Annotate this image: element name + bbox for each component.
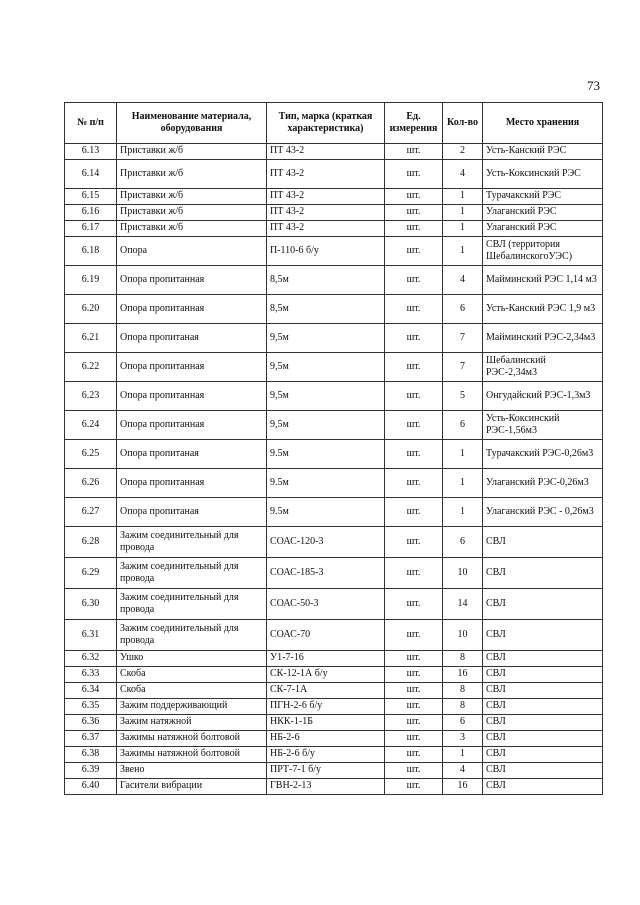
cell-type: СОАС-185-3: [267, 558, 385, 589]
cell-name: Гасители вибрации: [117, 779, 267, 795]
cell-number: 6.35: [65, 699, 117, 715]
cell-number: 6.38: [65, 747, 117, 763]
cell-name: Опора пропитанная: [117, 353, 267, 382]
cell-quantity: 1: [443, 189, 483, 205]
cell-number: 6.27: [65, 498, 117, 527]
table-row: [65, 527, 603, 558]
cell-number: 6.33: [65, 667, 117, 683]
cell-name: Опора пропитаная: [117, 324, 267, 353]
cell-unit: шт.: [385, 683, 443, 699]
cell-unit: шт.: [385, 715, 443, 731]
cell-unit: шт.: [385, 763, 443, 779]
table-row: [65, 324, 603, 353]
cell-name: Зажим соединительный для провода: [117, 558, 267, 589]
table-row: [65, 382, 603, 411]
cell-number: 6.25: [65, 440, 117, 469]
cell-quantity: 2: [443, 144, 483, 160]
cell-unit: шт.: [385, 144, 443, 160]
cell-unit: шт.: [385, 221, 443, 237]
table-row: [65, 763, 603, 779]
cell-name: Опора пропитаная: [117, 498, 267, 527]
cell-name: Зажим поддерживающий: [117, 699, 267, 715]
cell-number: 6.31: [65, 620, 117, 651]
cell-type: СОАС-50-3: [267, 589, 385, 620]
cell-type: ПТ 43-2: [267, 160, 385, 189]
cell-name: Опора пропитанная: [117, 295, 267, 324]
table-body: [65, 144, 603, 795]
table-row: [65, 295, 603, 324]
table-row: [65, 498, 603, 527]
cell-unit: шт.: [385, 266, 443, 295]
page-number: 73: [587, 78, 600, 93]
cell-quantity: 1: [443, 498, 483, 527]
cell-quantity: 16: [443, 779, 483, 795]
cell-storage-place: СВЛ: [483, 763, 603, 779]
cell-storage-place: Улаганский РЭС - 0,26м3: [483, 498, 603, 527]
cell-type: 8,5м: [267, 266, 385, 295]
cell-unit: шт.: [385, 469, 443, 498]
cell-storage-place: Усть-Коксинский РЭС: [483, 160, 603, 189]
header-number: № п/п: [65, 103, 117, 144]
cell-name: Ушко: [117, 651, 267, 667]
cell-unit: шт.: [385, 353, 443, 382]
cell-unit: шт.: [385, 747, 443, 763]
cell-name: Зажимы натяжной болтовой: [117, 747, 267, 763]
cell-storage-place: Майминский РЭС-2,34м3: [483, 324, 603, 353]
cell-number: 6.28: [65, 527, 117, 558]
cell-name: Зажим натяжной: [117, 715, 267, 731]
cell-number: 6.20: [65, 295, 117, 324]
cell-quantity: 1: [443, 221, 483, 237]
cell-quantity: 8: [443, 699, 483, 715]
cell-name: Приставки ж/б: [117, 160, 267, 189]
cell-unit: шт.: [385, 527, 443, 558]
cell-type: 9,5м: [267, 382, 385, 411]
cell-type: У1-7-16: [267, 651, 385, 667]
cell-storage-place: Турачакский РЭС: [483, 189, 603, 205]
table-row: [65, 144, 603, 160]
header-name: Наименование материала, оборудования: [117, 103, 267, 144]
cell-quantity: 1: [443, 469, 483, 498]
cell-storage-place: Улаганский РЭС: [483, 221, 603, 237]
table-row: [65, 189, 603, 205]
cell-unit: шт.: [385, 324, 443, 353]
cell-number: 6.22: [65, 353, 117, 382]
header-row: [65, 103, 603, 144]
cell-storage-place: Шебалинский РЭС-2,34м3: [483, 353, 603, 382]
table-row: [65, 589, 603, 620]
cell-storage-place: Усть-Канский РЭС: [483, 144, 603, 160]
cell-unit: шт.: [385, 382, 443, 411]
cell-quantity: 7: [443, 353, 483, 382]
cell-quantity: 5: [443, 382, 483, 411]
cell-number: 6.30: [65, 589, 117, 620]
cell-storage-place: Усть-Канский РЭС 1,9 м3: [483, 295, 603, 324]
table-row: [65, 221, 603, 237]
cell-quantity: 4: [443, 160, 483, 189]
cell-type: НКК-1-1Б: [267, 715, 385, 731]
cell-number: 6.21: [65, 324, 117, 353]
cell-quantity: 4: [443, 763, 483, 779]
cell-number: 6.18: [65, 237, 117, 266]
cell-unit: шт.: [385, 667, 443, 683]
cell-storage-place: СВЛ: [483, 731, 603, 747]
cell-number: 6.39: [65, 763, 117, 779]
inventory-table: [64, 102, 603, 795]
cell-storage-place: СВЛ: [483, 667, 603, 683]
cell-type: ПРТ-7-1 б/у: [267, 763, 385, 779]
cell-storage-place: СВЛ (территория ШебалинскогоУЭС): [483, 237, 603, 266]
cell-number: 6.26: [65, 469, 117, 498]
cell-type: 9.5м: [267, 440, 385, 469]
cell-name: Приставки ж/б: [117, 221, 267, 237]
table-row: [65, 651, 603, 667]
cell-name: Приставки ж/б: [117, 144, 267, 160]
cell-name: Опора пропитанная: [117, 266, 267, 295]
table-row: [65, 353, 603, 382]
cell-type: П-110-6 б/у: [267, 237, 385, 266]
cell-unit: шт.: [385, 558, 443, 589]
table-row: [65, 620, 603, 651]
cell-number: 6.36: [65, 715, 117, 731]
table-row: [65, 440, 603, 469]
cell-quantity: 1: [443, 237, 483, 266]
cell-number: 6.40: [65, 779, 117, 795]
cell-unit: шт.: [385, 295, 443, 324]
cell-unit: шт.: [385, 160, 443, 189]
header-type: Тип, марка (краткая характеристика): [267, 103, 385, 144]
cell-type: СОАС-120-3: [267, 527, 385, 558]
cell-quantity: 10: [443, 558, 483, 589]
table-row: [65, 558, 603, 589]
cell-type: 9.5м: [267, 469, 385, 498]
cell-type: 9,5м: [267, 353, 385, 382]
table-row: [65, 237, 603, 266]
cell-unit: шт.: [385, 205, 443, 221]
cell-unit: шт.: [385, 779, 443, 795]
cell-name: Опора пропитанная: [117, 382, 267, 411]
cell-type: ГВН-2-13: [267, 779, 385, 795]
table-row: [65, 411, 603, 440]
cell-type: 9.5м: [267, 498, 385, 527]
cell-unit: шт.: [385, 498, 443, 527]
cell-storage-place: Онгудайский РЭС-1,3м3: [483, 382, 603, 411]
cell-unit: шт.: [385, 440, 443, 469]
cell-number: 6.17: [65, 221, 117, 237]
table-row: [65, 699, 603, 715]
cell-unit: шт.: [385, 411, 443, 440]
cell-type: СК-12-1А б/у: [267, 667, 385, 683]
cell-quantity: 4: [443, 266, 483, 295]
cell-quantity: 8: [443, 683, 483, 699]
cell-storage-place: Улаганский РЭС: [483, 205, 603, 221]
table-row: [65, 266, 603, 295]
cell-type: СОАС-70: [267, 620, 385, 651]
cell-name: Зажимы натяжной болтовой: [117, 731, 267, 747]
cell-name: Скоба: [117, 667, 267, 683]
cell-name: Скоба: [117, 683, 267, 699]
cell-unit: шт.: [385, 620, 443, 651]
table-row: [65, 731, 603, 747]
header-storage-place: Место хранения: [483, 103, 603, 144]
cell-storage-place: СВЛ: [483, 527, 603, 558]
cell-quantity: 6: [443, 527, 483, 558]
cell-storage-place: Турачакский РЭС-0,26м3: [483, 440, 603, 469]
cell-name: Опора пропитаная: [117, 440, 267, 469]
table-row: [65, 683, 603, 699]
cell-number: 6.19: [65, 266, 117, 295]
cell-storage-place: СВЛ: [483, 715, 603, 731]
cell-quantity: 6: [443, 715, 483, 731]
cell-type: 9,5м: [267, 324, 385, 353]
cell-unit: шт.: [385, 651, 443, 667]
cell-number: 6.15: [65, 189, 117, 205]
cell-type: ПГН-2-6 б/у: [267, 699, 385, 715]
cell-storage-place: СВЛ: [483, 620, 603, 651]
cell-unit: шт.: [385, 699, 443, 715]
cell-quantity: 3: [443, 731, 483, 747]
cell-number: 6.32: [65, 651, 117, 667]
cell-name: Опора: [117, 237, 267, 266]
table-header: [65, 103, 603, 144]
cell-name: Опора пропитанная: [117, 469, 267, 498]
cell-storage-place: СВЛ: [483, 683, 603, 699]
cell-type: ПТ 43-2: [267, 221, 385, 237]
cell-storage-place: СВЛ: [483, 779, 603, 795]
cell-type: СК-7-1А: [267, 683, 385, 699]
cell-quantity: 10: [443, 620, 483, 651]
cell-name: Зажим соединительный для провода: [117, 620, 267, 651]
table-row: [65, 205, 603, 221]
table-row: [65, 469, 603, 498]
cell-unit: шт.: [385, 731, 443, 747]
cell-number: 6.16: [65, 205, 117, 221]
header-unit: Ед. измерения: [385, 103, 443, 144]
cell-storage-place: СВЛ: [483, 747, 603, 763]
table-row: [65, 160, 603, 189]
cell-quantity: 16: [443, 667, 483, 683]
cell-number: 6.13: [65, 144, 117, 160]
cell-type: ПТ 43-2: [267, 189, 385, 205]
table-row: [65, 667, 603, 683]
cell-number: 6.23: [65, 382, 117, 411]
cell-storage-place: Майминский РЭС 1,14 м3: [483, 266, 603, 295]
cell-quantity: 6: [443, 295, 483, 324]
cell-type: 9,5м: [267, 411, 385, 440]
cell-quantity: 8: [443, 651, 483, 667]
cell-number: 6.24: [65, 411, 117, 440]
cell-name: Опора пропитанная: [117, 411, 267, 440]
cell-name: Зажим соединительный для провода: [117, 527, 267, 558]
cell-unit: шт.: [385, 237, 443, 266]
cell-quantity: 7: [443, 324, 483, 353]
cell-name: Звено: [117, 763, 267, 779]
cell-quantity: 1: [443, 747, 483, 763]
cell-name: Приставки ж/б: [117, 189, 267, 205]
cell-storage-place: СВЛ: [483, 651, 603, 667]
cell-storage-place: СВЛ: [483, 589, 603, 620]
cell-storage-place: СВЛ: [483, 699, 603, 715]
cell-quantity: 1: [443, 205, 483, 221]
cell-storage-place: СВЛ: [483, 558, 603, 589]
cell-type: НБ-2-6: [267, 731, 385, 747]
cell-storage-place: Улаганский РЭС-0,26м3: [483, 469, 603, 498]
table-row: [65, 779, 603, 795]
cell-name: Приставки ж/б: [117, 205, 267, 221]
cell-quantity: 1: [443, 440, 483, 469]
cell-unit: шт.: [385, 189, 443, 205]
cell-number: 6.34: [65, 683, 117, 699]
table-row: [65, 747, 603, 763]
cell-type: ПТ 43-2: [267, 144, 385, 160]
cell-quantity: 6: [443, 411, 483, 440]
header-quantity: Кол-во: [443, 103, 483, 144]
cell-number: 6.29: [65, 558, 117, 589]
cell-number: 6.14: [65, 160, 117, 189]
table-row: [65, 715, 603, 731]
cell-name: Зажим соединительный для провода: [117, 589, 267, 620]
cell-number: 6.37: [65, 731, 117, 747]
cell-quantity: 14: [443, 589, 483, 620]
cell-type: НБ-2-6 б/у: [267, 747, 385, 763]
cell-storage-place: Усть-Коксинский РЭС-1,56м3: [483, 411, 603, 440]
cell-type: 8,5м: [267, 295, 385, 324]
cell-unit: шт.: [385, 589, 443, 620]
cell-type: ПТ 43-2: [267, 205, 385, 221]
